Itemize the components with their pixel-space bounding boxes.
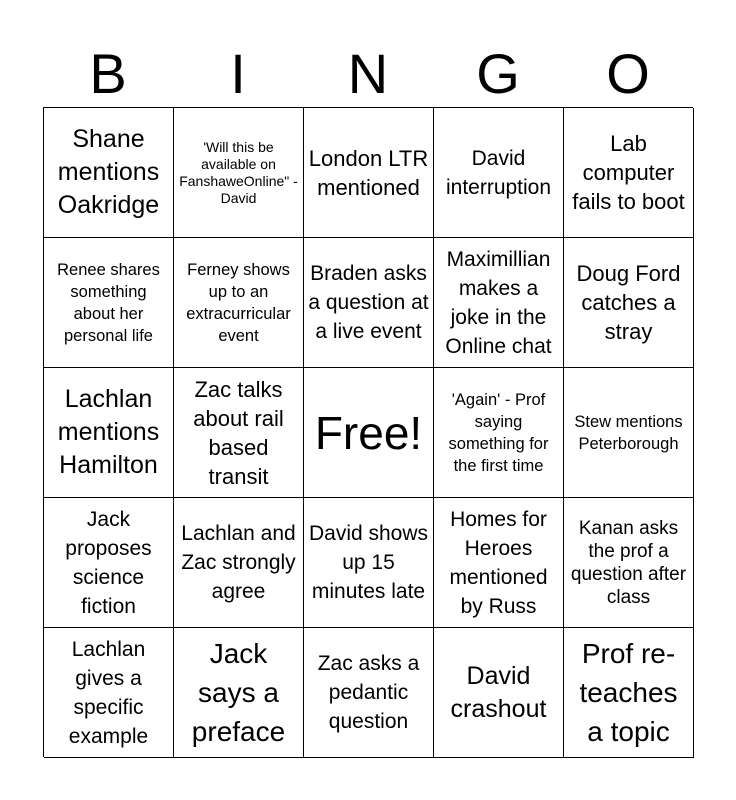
bingo-grid xyxy=(43,107,693,757)
cell-text: David shows up 15 minutes late xyxy=(308,522,429,603)
cell-text: Lab computer fails to boot xyxy=(572,131,685,214)
bingo-cell[interactable] xyxy=(174,108,304,238)
cell-text: Doug Ford catches a stray xyxy=(576,261,681,344)
free-space-text: Free! xyxy=(314,406,423,459)
cell-text: Lachlan and Zac strongly agree xyxy=(181,522,296,603)
bingo-cell[interactable] xyxy=(564,368,694,498)
cell-text: Shane mentions Oakridge xyxy=(57,125,160,219)
bingo-cell[interactable] xyxy=(44,368,174,498)
cell-text: Zac talks about rail based transit xyxy=(193,376,284,489)
bingo-cell[interactable] xyxy=(44,628,174,758)
cell-text: Stew mentions Peterborough xyxy=(574,412,683,453)
bingo-cell[interactable] xyxy=(304,238,434,368)
bingo-cell[interactable] xyxy=(434,238,564,368)
bingo-cell[interactable] xyxy=(434,498,564,628)
cell-text: David interruption xyxy=(445,146,552,199)
cell-text: Maximillian makes a joke in the Online chat xyxy=(445,247,552,358)
bingo-cell[interactable] xyxy=(564,238,694,368)
bingo-header xyxy=(43,40,693,108)
bingo-cell[interactable] xyxy=(44,238,174,368)
bingo-cell[interactable] xyxy=(304,108,434,238)
cell-text: 'Again' - Prof saying something for the first time xyxy=(448,390,549,475)
cell-text: Renee shares something about her personal life xyxy=(57,260,160,345)
bingo-cell[interactable] xyxy=(44,498,174,628)
bingo-cell[interactable] xyxy=(304,498,434,628)
free-space-cell[interactable] xyxy=(304,368,434,498)
bingo-cell[interactable] xyxy=(174,498,304,628)
cell-text: Prof re-teaches a topic xyxy=(579,638,678,747)
header-letter-b: B xyxy=(89,42,127,105)
cell-text: Ferney shows up to an extracurricular event xyxy=(186,260,291,345)
cell-text: Zac asks a pedantic question xyxy=(317,652,420,733)
bingo-cell[interactable] xyxy=(304,628,434,758)
cell-text: 'Will this be available on FanshaweOnline" - David xyxy=(179,138,298,206)
bingo-cell[interactable] xyxy=(564,108,694,238)
bingo-cell[interactable] xyxy=(434,368,564,498)
bingo-cell[interactable] xyxy=(44,108,174,238)
cell-text: Lachlan mentions Hamilton xyxy=(57,385,160,479)
bingo-cell[interactable] xyxy=(174,368,304,498)
cell-text: David crashout xyxy=(450,661,547,723)
cell-text: Jack says a preface xyxy=(191,638,286,747)
cell-text: Jack proposes science fiction xyxy=(65,507,152,618)
header-letter-g: G xyxy=(476,42,520,105)
cell-text: Lachlan gives a specific example xyxy=(68,637,149,748)
cell-text: Braden asks a question at a live event xyxy=(308,262,429,343)
cell-text: Homes for Heroes mentioned by Russ xyxy=(449,507,548,618)
bingo-cell[interactable] xyxy=(564,498,694,628)
header-letter-i: I xyxy=(230,42,246,105)
bingo-cell[interactable] xyxy=(174,628,304,758)
cell-text: London LTR mentioned xyxy=(308,145,429,200)
bingo-cell[interactable] xyxy=(564,628,694,758)
bingo-cell[interactable] xyxy=(174,238,304,368)
header-letter-n: N xyxy=(347,42,389,105)
cell-text: Kanan asks the prof a question after class xyxy=(570,517,687,608)
bingo-cell[interactable] xyxy=(434,108,564,238)
bingo-cell[interactable] xyxy=(434,628,564,758)
header-letter-o: O xyxy=(606,42,650,105)
